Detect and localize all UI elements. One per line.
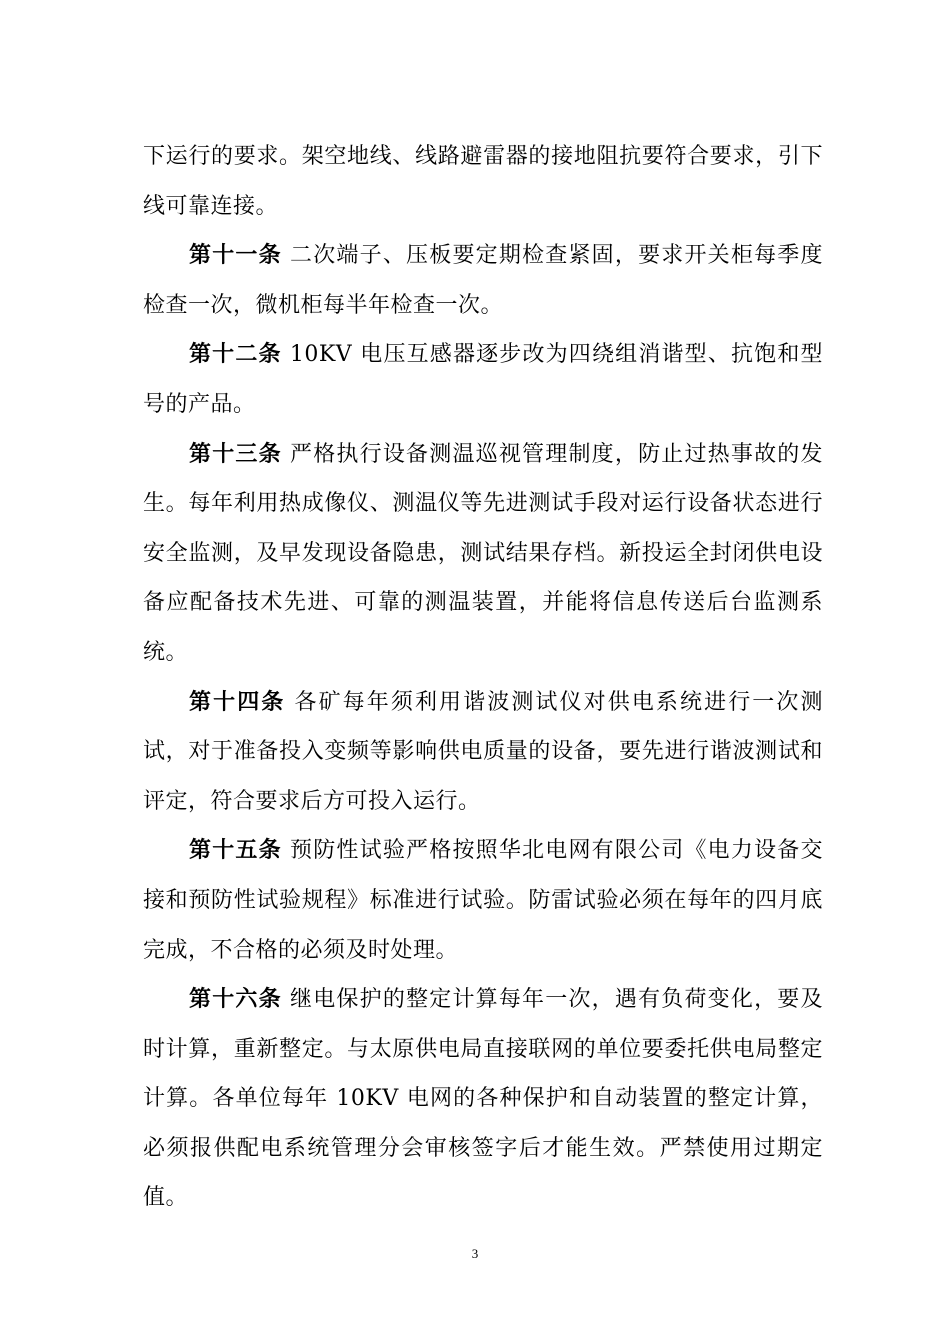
paragraph-continuation	[143, 132, 823, 231]
article-16	[143, 975, 823, 1223]
article-number: 第十五条	[189, 837, 282, 864]
article-number: 第十一条	[189, 242, 282, 269]
article-number: 第十四条	[189, 688, 286, 715]
document-body	[143, 132, 823, 1223]
article-13	[143, 430, 823, 678]
article-text: 二次端子、压板要定期检查紧固，要求开关柜每季度检查一次，微机柜每半年检查一次。	[143, 243, 823, 318]
article-number: 第十三条	[189, 440, 282, 467]
article-number: 第十六条	[189, 986, 282, 1013]
article-text: 预防性试验严格按照华北电网有限公司《电力设备交接和预防性试验规程》标准进行试验。防雷试验必须在每年的四月底完成，不合格的必须及时处理。	[143, 838, 823, 963]
paragraph-text: 下运行的要求。架空地线、线路避雷器的接地阻抗要符合要求，引下线可靠连接。	[143, 144, 823, 219]
article-number: 第十二条	[189, 341, 282, 368]
article-text: 10KV 电压互感器逐步改为四绕组消谐型、抗饱和型号的产品。	[143, 342, 823, 417]
article-14	[143, 678, 823, 827]
article-text: 各矿每年须利用谐波测试仪对供电系统进行一次测试，对于准备投入变频等影响供电质量的设备，要先进行谐波测试和评定，符合要求后方可投入运行。	[143, 689, 823, 814]
page-number: 3	[471, 1246, 479, 1261]
article-text: 继电保护的整定计算每年一次，遇有负荷变化，要及时计算，重新整定。与太原供电局直接联网的单位要委托供电局整定计算。各单位每年 10KV 电网的各种保护和自动装置的整定计算，必须报供配电系统管理分会审核签字后才能生效。严禁使用过期定值。	[143, 987, 823, 1211]
article-15	[143, 826, 823, 975]
article-11	[143, 231, 823, 330]
article-text: 严格执行设备测温巡视管理制度，防止过热事故的发生。每年利用热成像仪、测温仪等先进测试手段对运行设备状态进行安全监测，及早发现设备隐患，测试结果存档。新投运全封闭供电设备应配备技术先进、可靠的测温装置，并能将信息传送后台监测系统。	[143, 441, 823, 665]
article-12	[143, 330, 823, 429]
